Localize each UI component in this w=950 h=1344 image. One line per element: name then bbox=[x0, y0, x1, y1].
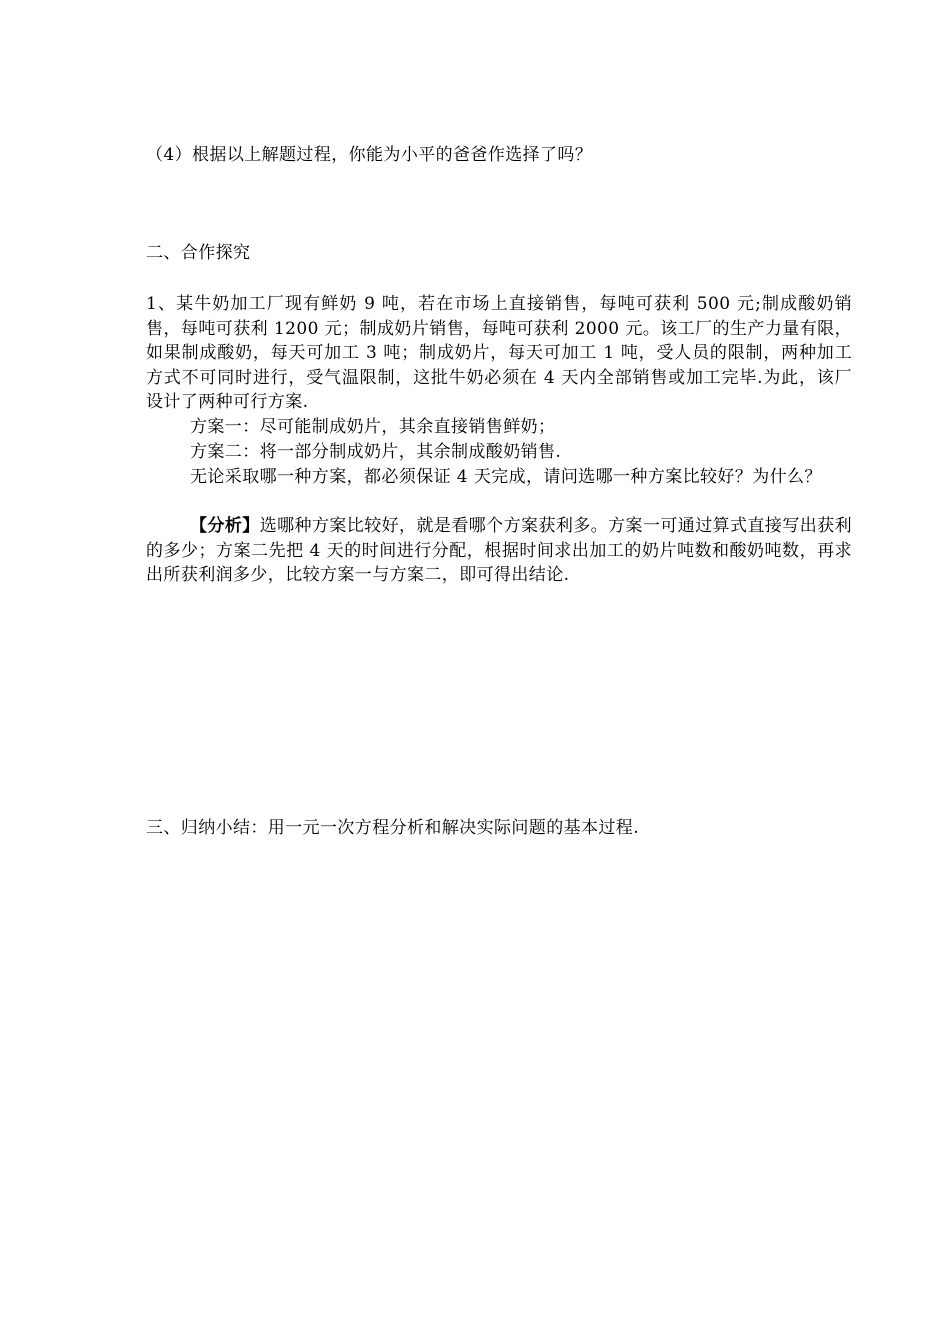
question-text: 无论采取哪一种方案，都必须保证 4 天完成，请问选哪一种方案比较好？为什么？ bbox=[190, 467, 822, 487]
question-4-text: （4）根据以上解题过程，你能为小平的爸爸作选择了吗？ bbox=[146, 145, 593, 165]
analysis-paragraph bbox=[146, 514, 852, 588]
section-3-heading: 三、归纳小结：用一元一次方程分析和解决实际问题的基本过程. bbox=[146, 818, 640, 838]
problem-1-text: 1、某牛奶加工厂现有鲜奶 9 吨，若在市场上直接销售，每吨可获利 500 元;制成酸奶销售，每吨可获利 1200 元；制成奶片销售，每吨可获利 2000 元。该工厂的生产力量有限，如果制成酸奶，每天可加工 3 吨；制成奶片，每天可加工 1 吨，受人员的限制，两种加工方式不可同时进行，受气温限制，这批牛奶必须在 4 天内全部销售或加工完毕.为此，该厂设计了两种可行方案. bbox=[146, 294, 852, 413]
analysis-label: 【分析】 bbox=[190, 516, 260, 536]
analysis-text: 选哪种方案比较好，就是看哪个方案获利多。方案一可通过算式直接写出获利的多少；方案二先把 4 天的时间进行分配，根据时间求出加工的奶片吨数和酸奶吨数，再求出所获利润多少，比较方案一与方案二，即可得出结论. bbox=[146, 516, 852, 586]
plan-1-text: 方案一：尽可能制成奶片，其余直接销售鲜奶； bbox=[190, 417, 556, 437]
section-2-heading: 二、合作探究 bbox=[146, 243, 251, 263]
plan-2-text: 方案二：将一部分制成奶片，其余制成酸奶销售. bbox=[190, 442, 562, 462]
